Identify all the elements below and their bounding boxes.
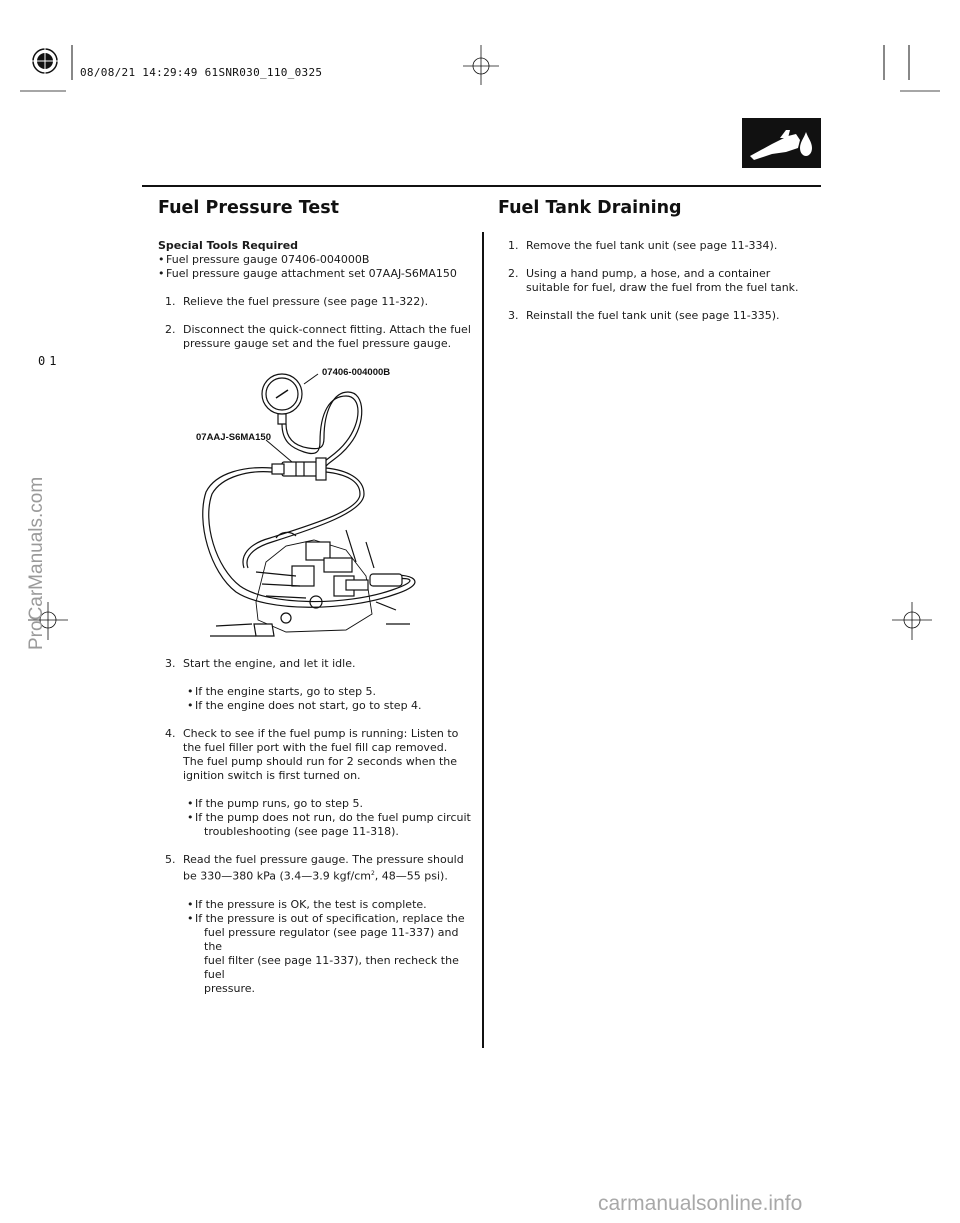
crosshair-right (892, 602, 932, 640)
step-bullet: • If the pump runs, go to step 5. (187, 797, 475, 811)
step-1 (165, 295, 478, 309)
step-number: 2. (165, 323, 176, 336)
bullet-line: troubleshooting (see page 11-318). (204, 825, 399, 838)
step-text: the fuel filler port with the fuel fill cap removed. (183, 741, 448, 754)
step-3 (165, 657, 475, 671)
step-2 (508, 267, 808, 295)
step-text: Remove the fuel tank unit (see page 11-334). (526, 239, 778, 252)
step-number: 1. (165, 295, 176, 308)
step-number: 5. (165, 853, 176, 866)
step-2 (165, 323, 478, 351)
step-text: suitable for fuel, draw the fuel from the fuel tank. (526, 281, 799, 294)
registration-target-top-left (30, 46, 60, 76)
bullet-line: • If the pressure is out of specification, replace the (195, 911, 465, 925)
header-rule (142, 185, 821, 187)
watermark-carmanualsonline: carmanualsonline.info (598, 1192, 803, 1215)
step-text: ignition switch is first turned on. (183, 769, 361, 782)
tool-item: • Fuel pressure gauge attachment set 07AAJ-S6MA150 (158, 267, 478, 281)
step-text: Disconnect the quick-connect fitting. Attach the fuel (183, 323, 471, 336)
pressure-spec: be 330—380 kPa (3.4—3.9 kgf/cm (183, 869, 371, 883)
page-title: Fuel Pressure Test (158, 198, 339, 218)
print-stamp: 08/08/21 14:29:49 61SNR030_110_0325 (80, 66, 323, 79)
crosshair-top-center (463, 45, 499, 85)
step-number: 3. (508, 309, 519, 322)
step-text: Start the engine, and let it idle. (183, 657, 356, 670)
bullet-line: fuel pressure regulator (see page 11-337) and the (204, 925, 459, 953)
step-text: pressure gauge set and the fuel pressure gauge. (183, 337, 452, 350)
step-bullet: • If the engine starts, go to step 5. (187, 685, 475, 699)
step-text: Reinstall the fuel tank unit (see page 11-335). (526, 309, 780, 322)
gauge-illustration (196, 362, 466, 642)
step-bullet (187, 912, 475, 996)
fuel-pressure-test-steps (165, 657, 475, 996)
step-text: Relieve the fuel pressure (see page 11-322). (183, 295, 429, 308)
step-4 (165, 727, 475, 783)
step-number: 1. (508, 239, 519, 252)
step-number: 4. (165, 727, 176, 740)
step-text: The fuel pump should run for 2 seconds when the (183, 755, 458, 768)
tool-item: • Fuel pressure gauge 07406-004000B (158, 253, 478, 267)
bullet-line: pressure. (204, 981, 256, 995)
step-bullet: • If the pressure is OK, the test is complete. (187, 898, 475, 912)
step-3 (508, 309, 808, 323)
step-text: Using a hand pump, a hose, and a container (526, 267, 771, 280)
step-bullet (187, 811, 475, 839)
watermark-procarmanuals: ProCarManuals.com (26, 476, 47, 650)
bullet-line: • If the pump does not run, do the fuel pump circuit (195, 811, 471, 824)
step-number: 3. (165, 657, 176, 670)
fuel-pressure-gauge-figure (196, 362, 466, 642)
step-bullet: • If the engine does not start, go to step 4. (187, 699, 475, 713)
step-number: 2. (508, 267, 519, 280)
pressure-spec-psi: , 48—55 psi). (374, 869, 448, 883)
fuel-tank-draining-steps (508, 239, 808, 323)
callout-attachment: 07AAJ-S6MA150 (196, 432, 271, 443)
section-title-fuel-tank-draining: Fuel Tank Draining (498, 198, 682, 218)
column-divider (482, 232, 484, 1048)
unit-superscript: 2 (370, 870, 375, 877)
callout-gauge: 07406-004000B (322, 367, 391, 378)
bullet-line: fuel filter (see page 11-337), then recheck the fuel (204, 953, 459, 981)
step-text: Read the fuel pressure gauge. The pressure should (183, 853, 464, 866)
step-text: Check to see if the fuel pump is running: Listen to (183, 727, 459, 740)
fuel-pressure-test-intro (158, 239, 478, 351)
fuel-nozzle-icon (742, 118, 821, 168)
step-text (183, 867, 475, 884)
step-5 (165, 853, 475, 884)
step-1 (508, 239, 808, 253)
tools-heading: Special Tools Required (158, 239, 299, 252)
margin-mark: 01 (38, 354, 61, 368)
